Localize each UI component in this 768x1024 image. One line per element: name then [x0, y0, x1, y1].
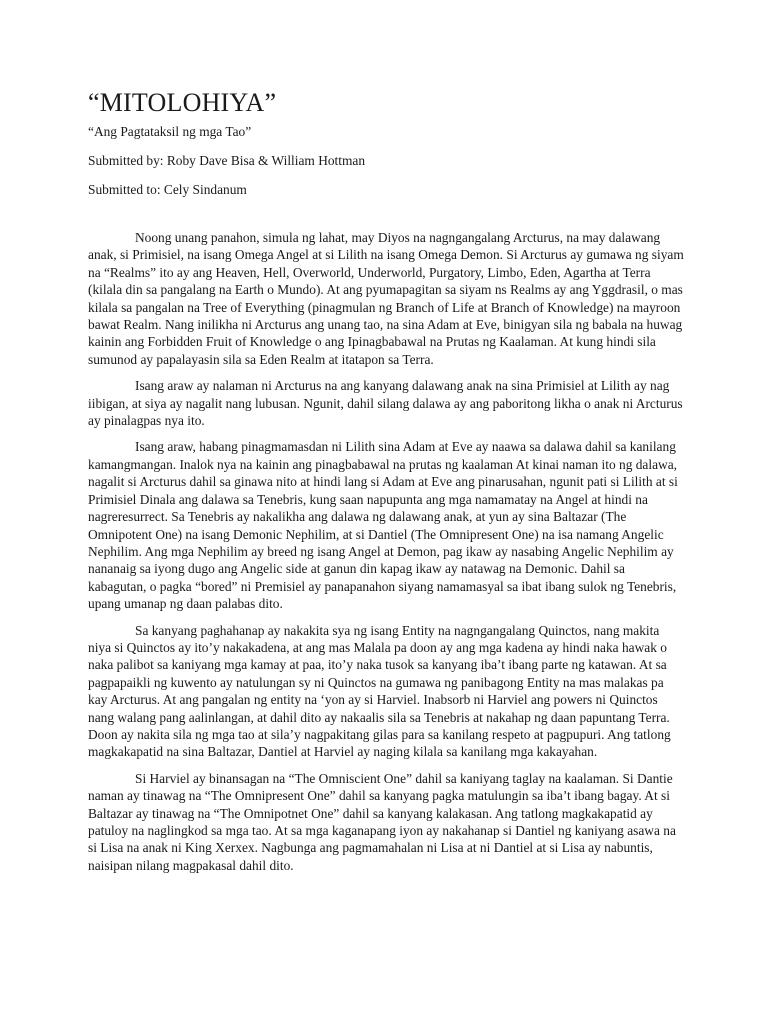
document-body	[88, 229, 684, 874]
document-page	[88, 88, 684, 883]
body-paragraph: Noong unang panahon, simula ng lahat, may Diyos na nagngangalang Arcturus, na may dalawang anak, si Primisiel, na isang Omega Angel at si Lilith na isang Omega Demon. Si Arcturus ay gumawa ng siyam na “Realms” ito ay ang Heaven, Hell, Overworld, Underworld, Purgatory, Limbo, Eden, Agartha at Terra (kilala din sa pangalang na Earth o Mundo). At ang pyumapagitan sa siyam ns Realms ay ang Yggdrasil, o mas kilala sa pangalan na Tree of Everything (pinagmulan ng Branch of Life at Branch of Knowledge) na mayroon bawat Realm. Nang inilikha ni Arcturus ang unang tao, na sina Adam at Eve, binigyan sila ng babala na huwag kainin ang Forbidden Fruit of Knowledge o ang Ipinagbabawal na Prutas ng Kaalaman. At kung hindi sila sumunod ay papalayasin sila sa Eden Realm at itatapon sa Terra.	[88, 230, 684, 367]
body-paragraph: Si Harviel ay binansagan na “The Omniscient One” dahil sa kaniyang taglay na kaalaman. Si Dantie naman ay tinawag na “The Omnipresent One” dahil sa kanyang pagka matulungin sa iba’t ibang bagay. At si Baltazar ay tinawag na “The Omnipotnet One” dahil sa kanyang kalakasan. Ang tatlong magkakapatid ay patuloy na naglingkod sa mga tao. At sa mga kaganapang iyon ay nakahanap si Dantiel ng kaniyang asawa na si Lisa na anak ni King Xerxex. Nagbunga ang pagmamahalan ni Lisa at ni Dantiel at si Lisa ay nabuntis, naisipan nilang magpakasal dahil dito.	[88, 770, 676, 873]
body-paragraph: Isang araw ay nalaman ni Arcturus na ang kanyang dalawang anak na sina Primisiel at Lilith ay nag iibigan, at siya ay nagalit nang lubusan. Ngunit, dahil silang dalawa ay ang paboritong likha o anak ni Arcturus ay pinalagpas nya ito.	[88, 378, 683, 429]
document-title: “MITOLOHIYA”	[88, 88, 277, 117]
submitted-to-line: Submitted to: Cely Sindanum	[88, 182, 247, 197]
document-subtitle: “Ang Pagtataksil ng mga Tao”	[88, 124, 252, 139]
body-paragraph: Isang araw, habang pinagmamasdan ni Lilith sina Adam at Eve ay naawa sa dalawa dahil sa kanilang kamangmangan. Inalok nya na kainin ang pinagbabawal na prutas ng kaalaman At kinai naman ito ng dalawa, nagalit si Arcturus dahil sa ginawa nito at hindi lang si Adam at Eve ang pinarusahan, ngunit pati si Lilith at si Primisiel Dinala ang dalawa sa Tenebris, kung saan napupunta ang mga namamatay na Angel at hindi na nagreresurrect. Sa Tenebris ay nakalikha ang dalawa ng dalawang anak, at yun ay sina Baltazar (The Omnipotent One) na isang Demonic Nephilim, at si Dantiel (The Omnipresent One) na isa namang Angelic Nephilim. Ang mga Nephilim ay breed ng isang Angel at Demon, pag ikaw ay nasabing Angelic Nephilim ay nananaig sa iyong dugo ang Angelic side at ganun din kapag ikaw ay natawag na Demonic. Dahil sa kabagutan, o pagka “bored” ni Premisiel ay panapanahon siyang namamasyal sa ibat ibang sulok ng Tenebris, upang umanap ng daan palabas dito.	[88, 439, 678, 612]
submitted-by-line: Submitted by: Roby Dave Bisa & William Hottman	[88, 153, 366, 168]
body-paragraph: Sa kanyang paghahanap ay nakakita sya ng isang Entity na nagngangalang Quinctos, nang makita niya si Quinctos ay ito’y nakakadena, at ang mas Malala pa doon ay ang mga kadena ay hindi naka hawak o naka palibot sa kaniyang mga kamay at paa, ito’y naka tusok sa kanyang iba’t ibang parte ng katawan. At sa pagpapaikli ng kuwento ay natulungan sy ni Quinctos na gumawa ng panibagong Entity na mas malakas pa kay Arcturus. At ang pangalan ng entity na ‘yon ay si Harviel. Inabsorb ni Harviel ang powers ni Quinctos nang walang pang aalinlangan, at dahil dito ay nakaalis sila sa Tenebris at nakahap ng daan papuntang Terra. Doon ay nakita sila ng mga tao at sila’y nagpakitang gilas para sa kanilang respeto at pagpupuri. Ang tatlong magkakapatid na sina Baltazar, Dantiel at Harviel ay naging kilala sa kanilang mga kakayahan.	[88, 622, 671, 760]
